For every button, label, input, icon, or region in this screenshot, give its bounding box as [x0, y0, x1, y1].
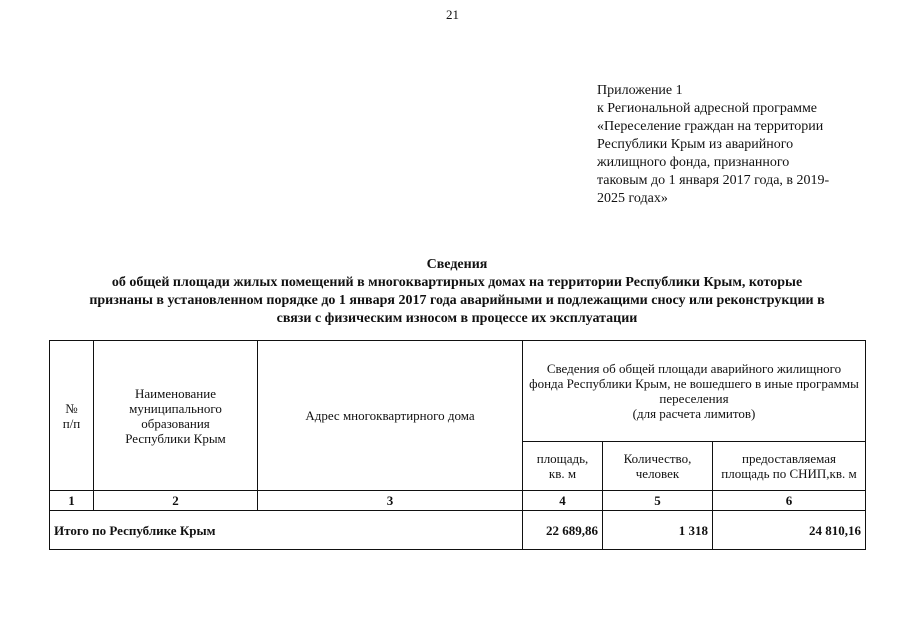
appendix-block: [597, 82, 887, 208]
appendix-line: Республики Крым из аварийного: [597, 137, 794, 152]
appendix-line: Приложение 1: [597, 83, 683, 98]
appendix-line: жилищного фонда, признанного: [597, 155, 790, 170]
total-provided-area: 24 810,16: [713, 511, 866, 550]
table-header-row: [50, 341, 866, 442]
total-people: 1 318: [603, 511, 713, 550]
column-number-row: [50, 491, 866, 511]
header-municipality: Наименование муниципального образования Республики Крым: [94, 341, 258, 491]
document-title: [50, 256, 864, 328]
header-people: Количество, человек: [603, 442, 713, 491]
header-provided-area: предоставляемая площадь по СНИП,кв. м: [713, 442, 866, 491]
appendix-line: «Переселение граждан на территории: [597, 119, 824, 134]
column-number: 1: [50, 491, 94, 511]
title-line: признаны в установленном порядке до 1 января 2017 года аварийными и подлежащими сносу или реконструкции в: [89, 293, 825, 308]
header-group: Сведения об общей площади аварийного жилищного фонда Республики Крым, не вошедшего в иные программы переселения (для расчета лимитов): [523, 341, 866, 442]
appendix-line: к Региональной адресной программе: [597, 101, 818, 116]
title-heading: Сведения: [426, 257, 488, 272]
appendix-line: 2025 годах»: [597, 191, 668, 206]
column-number: 5: [603, 491, 713, 511]
page-number: 21: [446, 7, 459, 22]
total-area: 22 689,86: [523, 511, 603, 550]
column-number: 2: [94, 491, 258, 511]
header-area: площадь, кв. м: [523, 442, 603, 491]
column-number: 4: [523, 491, 603, 511]
column-number: 3: [258, 491, 523, 511]
title-line: связи с физическим износом в процессе их эксплуатации: [276, 311, 638, 326]
header-address: Адрес многоквартирного дома: [258, 341, 523, 491]
total-label: Итого по Республике Крым: [50, 511, 523, 550]
header-number: № п/п: [50, 341, 94, 491]
title-line: об общей площади жилых помещений в многоквартирных домах на территории Республики Крым, которые: [111, 275, 803, 290]
appendix-line: таковым до 1 января 2017 года, в 2019-: [597, 173, 830, 188]
total-row: [50, 511, 866, 550]
column-number: 6: [713, 491, 866, 511]
housing-summary-table: [49, 340, 866, 550]
